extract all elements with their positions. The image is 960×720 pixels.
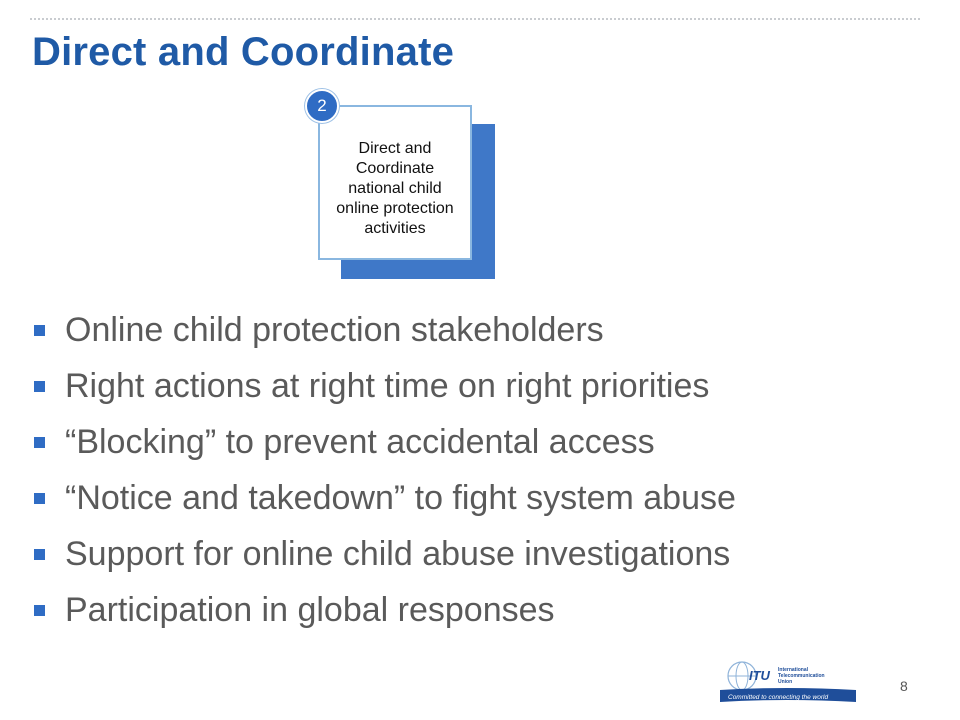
page-number: 8 <box>900 678 908 694</box>
bullet-text: “Blocking” to prevent accidental access <box>65 422 655 461</box>
bullet-item <box>34 358 736 414</box>
bullet-item <box>34 470 736 526</box>
itu-logo <box>716 658 860 708</box>
logo-brand: ITU <box>749 668 770 683</box>
bullet-list <box>34 302 736 638</box>
square-bullet-icon <box>34 549 45 560</box>
slide-title: Direct and Coordinate <box>32 30 455 74</box>
bullet-text: Participation in global responses <box>65 590 555 629</box>
callout-line: Coordinate <box>355 159 435 177</box>
callout-box <box>318 105 472 260</box>
logo-line3: Union <box>778 679 793 685</box>
logo-line2: Telecommunication <box>778 673 825 679</box>
square-bullet-icon <box>34 325 45 336</box>
step-number-badge: 2 <box>305 89 339 123</box>
bullet-text: Right actions at right time on right priorities <box>65 366 710 405</box>
callout-line: Direct and <box>358 139 432 157</box>
square-bullet-icon <box>34 605 45 616</box>
top-dotted-divider <box>30 18 920 20</box>
bullet-item <box>34 302 736 358</box>
bullet-item <box>34 414 736 470</box>
callout-line: national child <box>348 179 442 197</box>
square-bullet-icon <box>34 381 45 392</box>
callout-line: online protection <box>336 199 454 217</box>
bullet-text: “Notice and takedown” to fight system abuse <box>65 478 736 517</box>
logo-line1: International <box>778 667 809 673</box>
square-bullet-icon <box>34 437 45 448</box>
callout-line: activities <box>364 219 426 237</box>
bullet-item <box>34 582 736 638</box>
logo-tagline: Committed to connecting the world <box>728 694 829 701</box>
bullet-text: Online child protection stakeholders <box>65 310 604 349</box>
bullet-text: Support for online child abuse investigations <box>65 534 731 573</box>
bullet-item <box>34 526 736 582</box>
square-bullet-icon <box>34 493 45 504</box>
callout-text <box>330 127 459 239</box>
